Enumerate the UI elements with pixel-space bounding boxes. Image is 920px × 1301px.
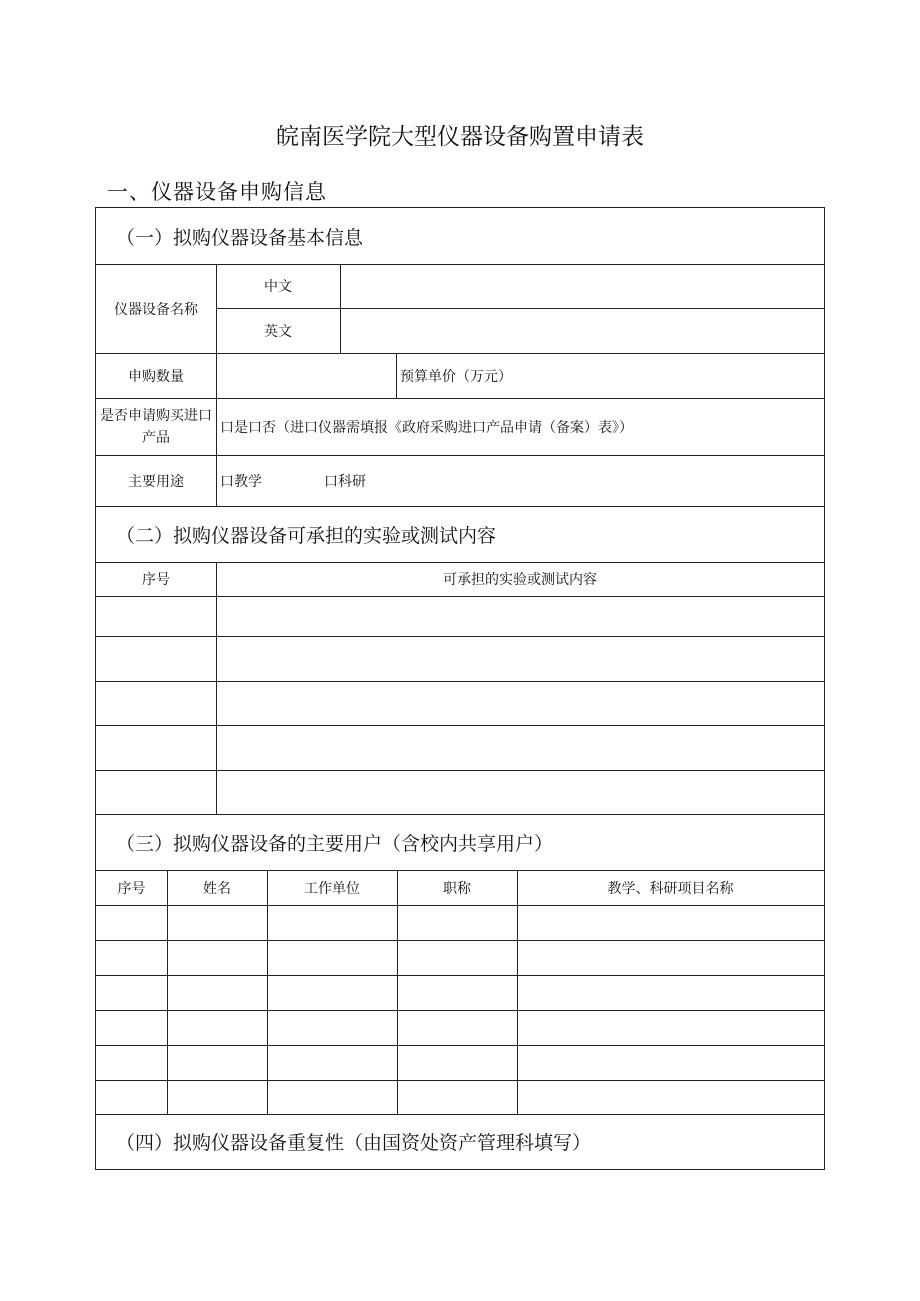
table-row[interactable] (216, 596, 824, 636)
usage-teaching-checkbox[interactable]: 口教学 (220, 473, 262, 490)
s2-col-no: 序号 (142, 572, 170, 588)
table-row[interactable] (96, 905, 824, 940)
table-row[interactable] (216, 681, 824, 725)
table-row[interactable] (96, 596, 216, 636)
table-row[interactable] (96, 770, 216, 814)
chinese-name-field[interactable] (340, 264, 824, 308)
english-label: 英文 (264, 323, 292, 340)
import-options[interactable]: 口是口否（进口仪器需填报《政府采购进口产品申请（备案）表》） (220, 419, 633, 436)
section2-heading: （二）拟购仪器设备可承担的实验或测试内容 (116, 524, 497, 547)
s3-col-unit: 工作单位 (304, 880, 360, 897)
section3-heading: （三）拟购仪器设备的主要用户（含校内共享用户） (116, 832, 554, 855)
chinese-label: 中文 (264, 279, 292, 295)
table-row[interactable] (96, 1010, 824, 1045)
form-title: 皖南医学院大型仪器设备购置申请表 (276, 124, 644, 150)
application-form-table (95, 207, 825, 1170)
table-row[interactable] (216, 770, 824, 814)
unit-price-label[interactable]: 预算单价（万元） (400, 368, 512, 385)
section4-heading: （四）拟购仪器设备重复性（由国资处资产管理科填写） (116, 1132, 592, 1154)
usage-research-checkbox[interactable]: 口科研 (324, 473, 366, 490)
s3-col-name: 姓名 (203, 880, 231, 897)
quantity-field[interactable] (216, 353, 396, 398)
section1-heading: （一）拟购仪器设备基本信息 (116, 226, 364, 249)
s2-col-content: 可承担的实验或测试内容 (443, 572, 597, 588)
table-row[interactable] (96, 636, 216, 681)
table-row[interactable] (96, 940, 824, 975)
table-row[interactable] (216, 725, 824, 770)
table-row[interactable] (96, 1080, 824, 1114)
english-name-field[interactable] (340, 308, 824, 353)
part-one-heading: 一、仪器设备申购信息 (107, 180, 327, 204)
quantity-label: 申购数量 (128, 368, 184, 385)
table-row[interactable] (96, 1045, 824, 1080)
table-row[interactable] (96, 681, 216, 725)
table-row[interactable] (96, 975, 824, 1010)
usage-options (216, 455, 824, 506)
table-row[interactable] (216, 636, 824, 681)
s3-col-project: 教学、科研项目名称 (607, 880, 734, 897)
import-label: 是否申请购买进口产品 (100, 407, 212, 446)
table-row[interactable] (96, 725, 216, 770)
s3-col-title: 职称 (443, 880, 471, 897)
s3-col-no: 序号 (117, 880, 146, 897)
equipment-name-label: 仪器设备名称 (114, 301, 198, 318)
usage-label: 主要用途 (128, 473, 184, 490)
